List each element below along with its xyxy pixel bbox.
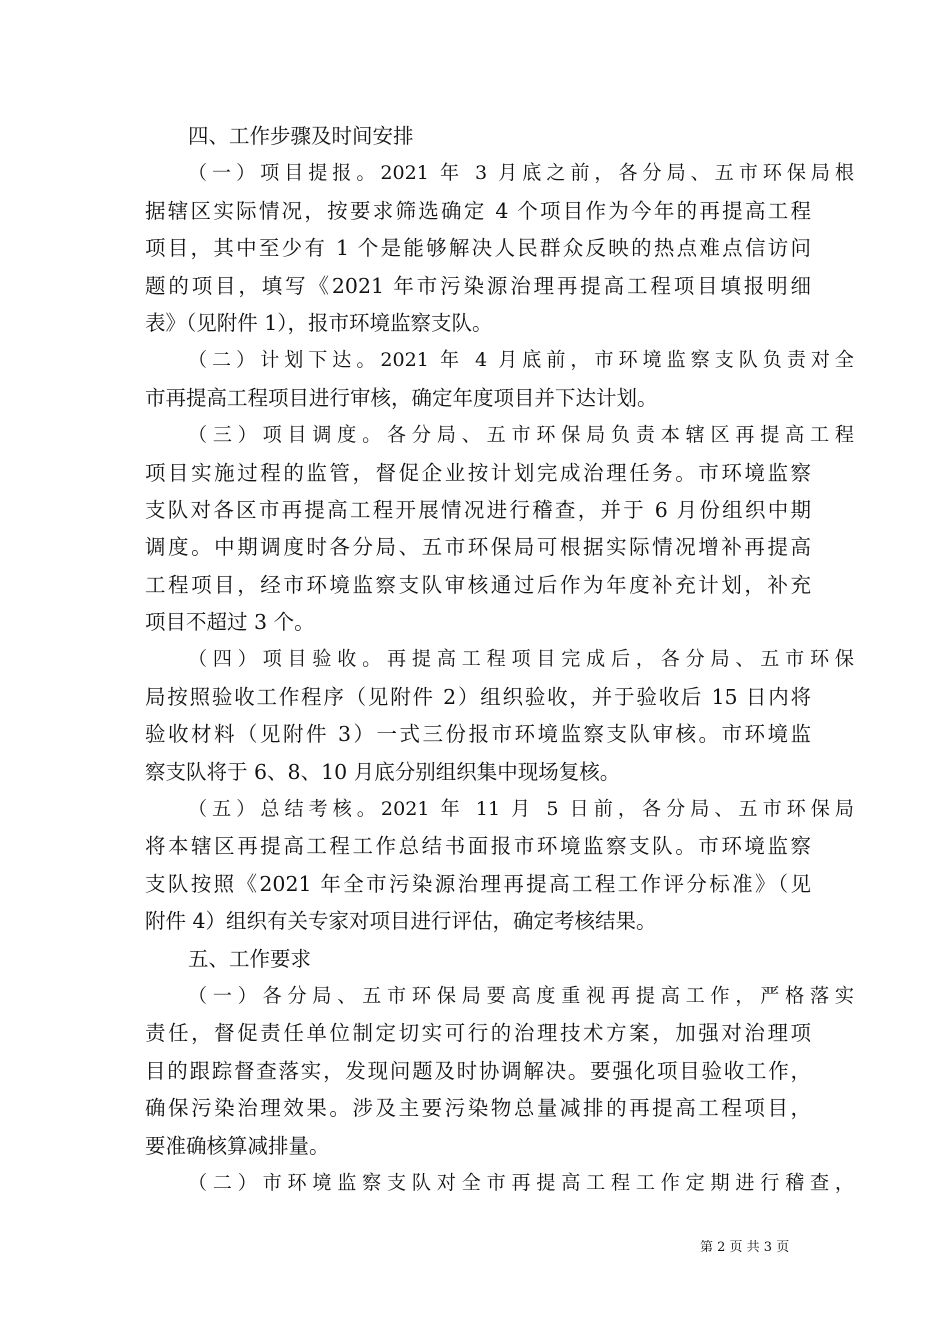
text-line: （五）总结考核。2021 年 11 月 5 日前，各分局、五市环保局: [188, 798, 854, 821]
text-line: （一）各分局、五市环保局要高度重视再提高工作，严格落实: [188, 984, 854, 1007]
text-line: （三）项目调度。各分局、五市环保局负责本辖区再提高工程: [188, 424, 854, 447]
text-line: 要准确核算减排量。: [145, 1133, 330, 1158]
text-line: 支队按照《2021 年全市污染源治理再提高工程工作评分标准》（见: [145, 871, 811, 896]
text-line: 支队对各区市再提高工程开展情况进行稽查，并于 6 月份组织中期: [145, 497, 811, 522]
text-line: 五、工作要求: [188, 946, 311, 971]
text-line: 调度。中期调度时各分局、五市环保局可根据实际情况增补再提高: [145, 535, 811, 560]
text-line: 附件 4）组织有关专家对项目进行评估，确定考核结果。: [145, 909, 657, 934]
text-line: 据辖区实际情况，按要求筛选确定 4 个项目作为今年的再提高工程: [145, 198, 811, 223]
text-line: 项目实施过程的监管，督促企业按计划完成治理任务。市环境监察: [145, 460, 811, 485]
text-line: （四）项目验收。再提高工程项目完成后，各分局、五市环保: [188, 648, 854, 671]
text-line: 项目，其中至少有 1 个是能够解决人民群众反映的热点难点信访问: [145, 236, 811, 261]
text-line: 局按照验收工作程序（见附件 2）组织验收，并于验收后 15 日内将: [145, 684, 811, 709]
text-line: 工程项目，经市环境监察支队审核通过后作为年度补充计划，补充: [145, 572, 811, 597]
text-line: 市再提高工程项目进行审核，确定年度项目并下达计划。: [145, 385, 658, 410]
text-line: 将本辖区再提高工程工作总结书面报市环境监察支队。市环境监察: [145, 834, 811, 859]
text-line: 确保污染治理效果。涉及主要污染物总量减排的再提高工程项目，: [145, 1096, 811, 1121]
text-line: 题的项目，填写《2021 年市污染源治理再提高工程项目填报明细: [145, 273, 811, 298]
text-line: 验收材料（见附件 3）一式三份报市环境监察支队审核。市环境监: [145, 722, 811, 747]
text-line: 项目不超过 3 个。: [145, 610, 315, 635]
text-line: 责任，督促责任单位制定切实可行的治理技术方案，加强对治理项: [145, 1021, 811, 1046]
text-line: （二）计划下达。2021 年 4 月底前，市环境监察支队负责对全: [188, 349, 854, 372]
text-line: （一）项目提报。2021 年 3 月底之前，各分局、五市环保局根: [188, 162, 854, 185]
document-body: [145, 118, 854, 1202]
text-line: 目的跟踪督查落实，发现问题及时协调解决。要强化项目验收工作，: [145, 1058, 811, 1083]
page-number-footer: 第 2 页 共 3 页: [700, 1240, 790, 1255]
text-line: 表》（见附件 1），报市环境监察支队。: [145, 310, 493, 335]
text-line: 察支队将于 6、8、10 月底分别组织集中现场复核。: [145, 759, 621, 784]
text-line: 四、工作步骤及时间安排: [188, 124, 414, 148]
text-line: （二）市环境监察支队对全市再提高工程工作定期进行稽查，: [188, 1171, 854, 1194]
